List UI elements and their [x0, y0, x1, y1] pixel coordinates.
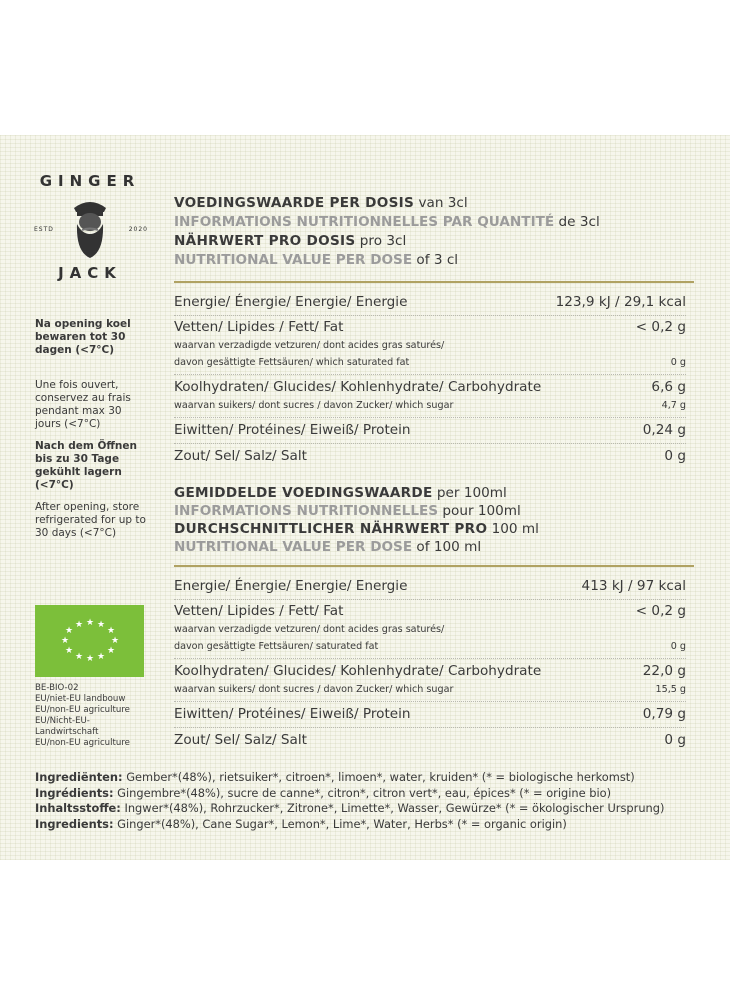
dose-header-nl: VOEDINGSWAARDE PER DOSIS van 3cl: [174, 195, 468, 211]
eu-line: EU/non-EU agriculture: [35, 705, 130, 715]
dose-sat-line1: waarvan verzadigde vetzuren/ dont acides gras saturés/: [174, 340, 445, 351]
row-divider: [174, 658, 686, 659]
dose-sat-line2: davon gesättigte Fettsäuren/ which saturated fat 0 g: [174, 357, 686, 368]
avg-header-de: DURCHSCHNITTLICHER NÄHRWERT PRO 100 ml: [174, 521, 539, 537]
avg-header-en: NUTRITIONAL VALUE PER DOSE of 100 ml: [174, 539, 482, 555]
row-divider: [174, 374, 686, 375]
svg-text:★: ★: [61, 636, 70, 646]
row-divider: [174, 417, 686, 418]
avg-sugar-row: waarvan suikers/ dont sucres / davon Zucker/ which sugar 15,5 g: [174, 684, 686, 695]
eu-line: EU/Nicht-EU-: [35, 716, 90, 726]
row-divider: [174, 599, 686, 600]
svg-text:★: ★: [107, 626, 116, 636]
storage-text: Une fois ouvert, conservez au frais pendant max 30 jours (<7°C): [35, 379, 131, 430]
svg-text:★: ★: [75, 652, 84, 662]
svg-text:★: ★: [75, 620, 84, 630]
eu-line: EU/niet-EU landbouw: [35, 694, 126, 704]
ingredients-nl: Ingrediënten: Gember*(48%), rietsuiker*, citroen*, limoen*, water, kruiden* (* = biologische herkomst): [35, 770, 635, 784]
ginger-jack-logo: [30, 172, 150, 287]
storage-fr: [35, 379, 150, 431]
row-divider: [174, 443, 686, 444]
avg-sat-line2: davon gesättigte Fettsäuren/ saturated fat 0 g: [174, 641, 686, 652]
svg-text:★: ★: [86, 618, 95, 628]
svg-text:★: ★: [86, 654, 95, 664]
ingredients-fr: Ingrédients: Gingembre*(48%), sucre de canne*, citron*, citron vert*, eau, épices* (* = origine bio): [35, 785, 612, 800]
storage-nl: [35, 318, 150, 357]
storage-text: Nach dem Öffnen bis zu 30 Tage gekühlt lagern (<7°C): [35, 440, 137, 491]
svg-text:★: ★: [97, 652, 106, 662]
row-divider: [174, 315, 686, 316]
eu-leaf-stars-icon: [35, 605, 144, 677]
storage-de: [35, 440, 150, 492]
dose-header-fr: INFORMATIONS NUTRITIONNELLES PAR QUANTITÉ de 3cl: [174, 214, 600, 230]
logo-estd: ESTD: [34, 226, 54, 233]
avg-header-nl: GEMIDDELDE VOEDINGSWAARDE per 100ml: [174, 485, 507, 501]
ingredients-en: Ingredients: Ginger*(48%), Cane Sugar*, Lemon*, Lime*, Water, Herbs* (* = organic origin): [35, 816, 567, 831]
svg-text:★: ★: [111, 636, 120, 646]
eu-line: Landwirtschaft: [35, 727, 99, 737]
svg-text:★: ★: [65, 626, 74, 636]
storage-text: After opening, store refrigerated for up to 30 days (<7°C): [35, 501, 146, 539]
logo-bottom-text: JACK: [58, 264, 122, 282]
avg-sat-line1: waarvan verzadigde vetzuren/ dont acides gras saturés/: [174, 624, 445, 635]
storage-en: [35, 501, 150, 540]
eu-organic-logo: [35, 605, 144, 677]
logo-year: 2020: [128, 226, 148, 233]
dose-sugar-row: waarvan suikers/ dont sucres / davon Zucker/ which sugar 4,7 g: [174, 400, 686, 411]
svg-text:★: ★: [97, 620, 106, 630]
header-rule: [174, 281, 694, 283]
dose-header-de: NÄHRWERT PRO DOSIS pro 3cl: [174, 233, 407, 249]
bearded-man-icon: [68, 194, 112, 260]
logo-top-text: GINGER: [39, 172, 141, 190]
eu-code: BE-BIO-02: [35, 683, 79, 693]
eu-code-text: [35, 683, 165, 749]
storage-text: Na opening koel bewaren tot 30 dagen (<7°C): [35, 318, 131, 356]
header-rule: [174, 565, 694, 567]
row-divider: [174, 727, 686, 728]
dose-header-en: NUTRITIONAL VALUE PER DOSE of 3 cl: [174, 252, 459, 268]
svg-text:★: ★: [107, 646, 116, 656]
ingredients-de: Inhaltsstoffe: Ingwer*(48%), Rohrzucker*, Zitrone*, Limette*, Wasser, Gewürze* (* = ökologischer Ursprung): [35, 801, 665, 815]
svg-text:★: ★: [65, 646, 74, 656]
eu-line: EU/non-EU agriculture: [35, 738, 130, 748]
avg-header-fr: INFORMATIONS NUTRITIONNELLES pour 100ml: [174, 503, 521, 519]
row-divider: [174, 701, 686, 702]
